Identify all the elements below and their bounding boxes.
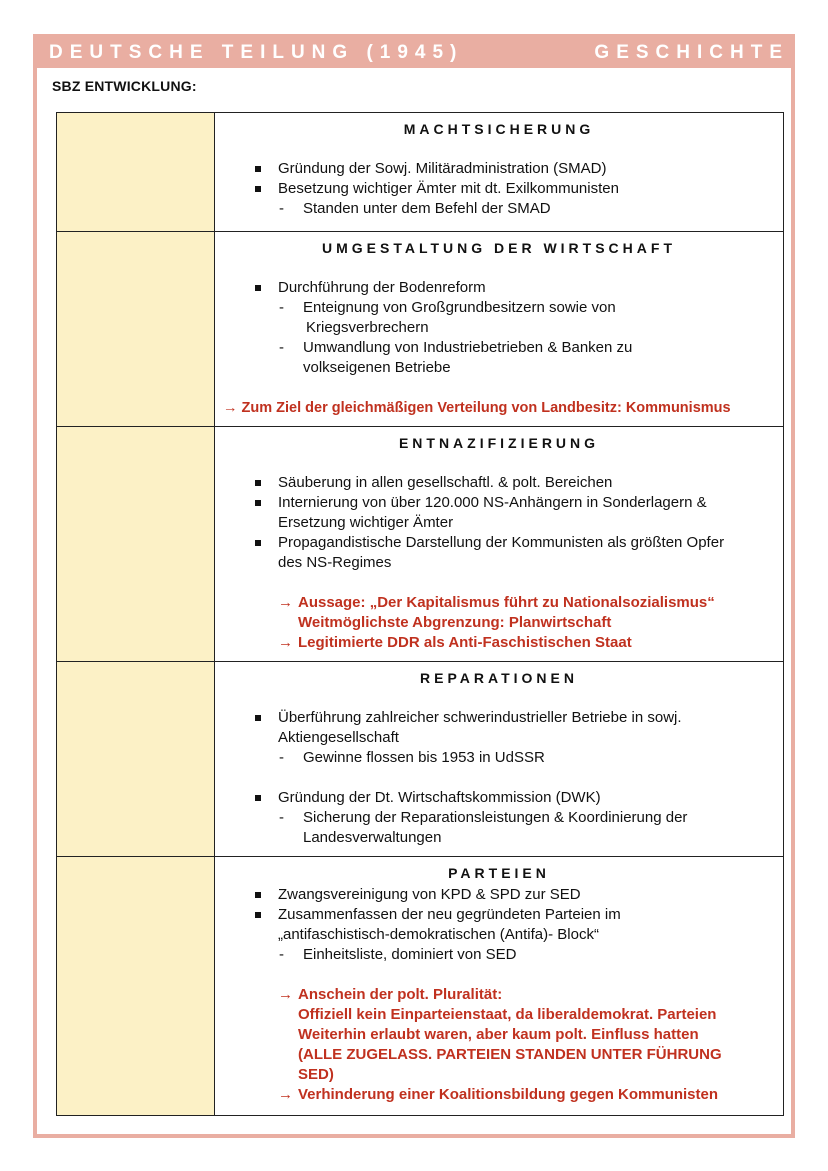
content-cell (215, 232, 784, 427)
dash-text-cont: Kriegsverbrechern (306, 319, 429, 336)
content-cell (215, 662, 784, 857)
conclusion-text: Aussage: „Der Kapitalismus führt zu Nationalsozialismus“ (298, 594, 715, 611)
item-text: Internierung von über 120.000 NS-Anhängern in Sonderlagern & (278, 494, 707, 511)
arrow-icon: → (278, 594, 293, 611)
arrow-icon: → (278, 634, 293, 651)
conclusion-block (223, 593, 775, 653)
item-text-cont: Aktiengesellschaft (278, 729, 399, 746)
list-item (223, 708, 775, 748)
item-text: Zusammenfassen der neu gegründeten Parteien im (278, 906, 621, 923)
list-item: Gründung der Dt. Wirtschaftskommission (DWK) (223, 788, 775, 808)
section-title: UMGESTALTUNG DER WIRTSCHAFT (321, 240, 676, 256)
dash-list (223, 199, 775, 219)
bullet-list (223, 159, 775, 199)
item-text: Überführung zahlreicher schwerindustrieller Betriebe in sowj. (278, 709, 682, 726)
bullet-list (223, 473, 775, 573)
dash-list (223, 808, 775, 848)
list-item (223, 493, 775, 533)
list-item (223, 338, 775, 378)
header-bar (37, 38, 791, 68)
arrow-icon: → (278, 986, 293, 1003)
side-cell (57, 113, 215, 232)
dash-text: Umwandlung von Industriebetrieben & Banken zu (303, 339, 633, 356)
list-item: Zwangsvereinigung von KPD & SPD zur SED (223, 885, 775, 905)
conclusion-text: Legitimierte DDR als Anti-Faschistischen Staat (298, 634, 632, 651)
table-row (57, 662, 784, 857)
conclusion-text: Weiterhin erlaubt waren, aber kaum polt. Einfluss hatten (298, 1026, 699, 1043)
document-title: DEUTSCHE TEILUNG (1945) (49, 42, 464, 63)
list-item: - Standen unter dem Befehl der SMAD (223, 199, 775, 219)
conclusion-text: → Zum Ziel der gleichmäßigen Verteilung von Landbesitz: Kommunismus (223, 400, 731, 416)
section-title: ENTNAZIFIZIERUNG (398, 435, 600, 451)
item-text: Propagandistische Darstellung der Kommunisten als größten Opfer (278, 534, 725, 551)
list-item (223, 905, 775, 945)
content-table (56, 112, 784, 1116)
list-item (223, 298, 775, 338)
table-row (57, 113, 784, 232)
section-title: REPARATIONEN (420, 670, 578, 686)
conclusion-text: Verhinderung einer Koalitionsbildung gegen Kommunisten (298, 1086, 719, 1103)
dash-text: Sicherung der Reparationsleistungen & Koordinierung der (303, 809, 688, 826)
dash-list (223, 298, 775, 378)
item-text-cont: Ersetzung wichtiger Ämter (278, 514, 454, 531)
conclusion-text: SED) (298, 1066, 334, 1083)
bullet-list (223, 788, 775, 808)
side-cell (57, 662, 215, 857)
side-cell (57, 427, 215, 662)
list-item: Durchführung der Bodenreform (223, 278, 775, 298)
content-cell (215, 857, 784, 1116)
content-cell (215, 113, 784, 232)
list-item: Besetzung wichtiger Ämter mit dt. Exilkommunisten (223, 179, 775, 199)
table-row (57, 857, 784, 1116)
item-text-cont: „antifaschistisch-demokratischen (Antifa)- Block“ (278, 926, 599, 943)
table-row (57, 232, 784, 427)
bullet-list (223, 278, 775, 298)
conclusion-text: Anschein der polt. Pluralität: (298, 986, 503, 1003)
dash-text-cont: Landesverwaltungen (303, 829, 442, 846)
page-subtitle: SBZ ENTWICKLUNG: (52, 78, 197, 94)
list-item (223, 533, 775, 573)
dash-text: Enteignung von Großgrundbesitzern sowie von (303, 299, 616, 316)
conclusion-text: Weitmöglichste Abgrenzung: Planwirtschaft (298, 614, 612, 631)
content-cell (215, 427, 784, 662)
section-title: PARTEIEN (448, 865, 550, 881)
table-row (57, 427, 784, 662)
item-text-cont: des NS-Regimes (278, 554, 392, 571)
subject-label: GESCHICHTE (594, 42, 789, 63)
section-title: MACHTSICHERUNG (403, 121, 595, 137)
side-cell (57, 232, 215, 427)
bullet-list (223, 708, 775, 748)
list-item: - Gewinne flossen bis 1953 in UdSSR (223, 748, 775, 768)
dash-text-cont: volkseigenen Betriebe (303, 359, 451, 376)
arrow-icon: → (278, 1086, 293, 1103)
dash-list (223, 945, 775, 965)
bullet-list (223, 885, 775, 945)
list-item: Gründung der Sowj. Militäradministration (SMAD) (223, 159, 775, 179)
list-item (223, 808, 775, 848)
list-item: Säuberung in allen gesellschaftl. & polt. Bereichen (223, 473, 775, 493)
conclusion-block (223, 985, 775, 1105)
side-cell (57, 857, 215, 1116)
conclusion-text: Offiziell kein Einparteienstaat, da liberaldemokrat. Parteien (298, 1006, 717, 1023)
list-item: - Einheitsliste, dominiert von SED (223, 945, 775, 965)
conclusion-text: (ALLE ZUGELASS. PARTEIEN STANDEN UNTER FÜHRUNG (298, 1046, 722, 1063)
dash-list (223, 748, 775, 768)
